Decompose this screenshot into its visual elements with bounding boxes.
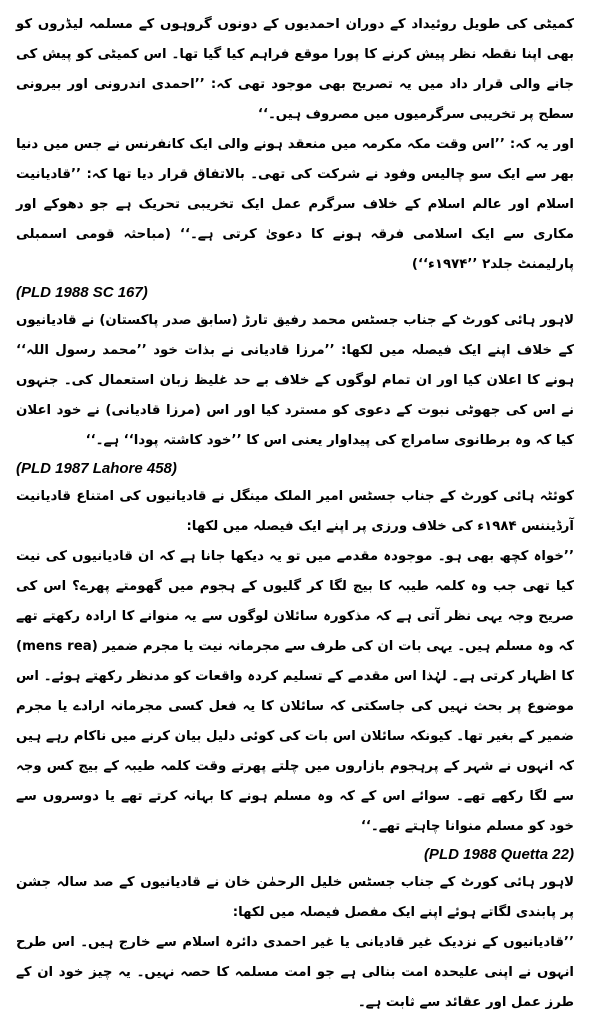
paragraph-separate-ummah: ’’قادیانیوں کے نزدیک غیر قادیانی یا غیر احمدی دائرہ اسلام سے خارج ہیں۔ اس طرح انہوں نے اپنی علیحدہ امت بنالی ہے جو امت مسلمہ کا حصہ نہیں۔ یہ چیز خود ان کے طرز عمل اور عقائد سے ثابت ہے۔ <box>16 935 574 1010</box>
paragraph-justice-tarar: لاہور ہائی کورٹ کے جناب جسٹس محمد رفیق تارڑ (سابق صدر پاکستان) نے قادیانیوں کے خلاف اپنے ایک فیصلہ میں لکھا: ’’مرزا قادیانی نے بذات خود ’’محمد رسول اللہ‘‘ ہونے کا اعلان کیا اور ان تمام لوگوں کے خلاف بے حد غلیظ زبان استعمال کی۔ جنہوں نے اس کی جھوٹی نبوت کے دعوی کو مسترد کیا اور اس (مرزا قادیانی) نے خود اعلان کیا کہ وہ برطانوی سامراج کی پیداوار یعنی اس کا ’’خود کاشتہ پودا‘‘ ہے۔‘‘ <box>16 313 574 448</box>
citation-pld-1988-quetta: (PLD 1988 Quetta 22) <box>423 846 574 863</box>
paragraph-justice-mengal: کوئٹہ ہائی کورٹ کے جناب جسٹس امیر الملک مینگل نے قادیانیوں کی امتناع قادیانیت آرڈیننس ۱۹۸۴ء کی خلاف ورزی پر اپنے ایک فیصلہ میں لکھا: <box>16 489 574 534</box>
paragraph-makkah-conference: اور یہ کہ: ’’اس وقت مکہ مکرمہ میں منعقد ہونے والی ایک کانفرنس نے جس میں دنیا بھر سے ایک سو چالیس وفود نے شرکت کی تھی۔ بالاتفاق قرار دیا تھا کہ: ’’قادیانیت اسلام اور عالم اسلام کے خلاف سرگرم عمل ایک تخریبی تحریک ہے جو دھوکے اور مکاری سے ایک اسلامی فرقہ ہونے کا دعویٰ کرتی ہے۔‘‘ (مباحثہ قومی اسمبلی پارلیمنٹ جلد۲ ’’۱۹۷۴ء‘‘) <box>16 137 574 272</box>
paragraph-quetta-quote: ’’خواہ کچھ بھی ہو۔ موجودہ مقدمے میں تو یہ دیکھا جانا ہے کہ ان قادیانیوں کی نیت کیا تھی جب وہ کلمہ طیبہ کا بیج لگا کر گلیوں کے ہجوم میں گھومتے پھرے؟ اس کی صریح وجہ یہی نظر آتی ہے کہ مذکورہ سائلان لوگوں سے یہ منوانے کا ارادہ رکھتے تھے کہ وہ مسلم ہیں۔ یہی بات ان کی طرف سے مجرمانہ نیت یا مجرم ضمیر (mens rea) کا اظہار کرتی ہے۔ لہٰذا اس مقدمے کے تسلیم کردہ واقعات کو مدنظر رکھتے ہوئے۔ اس موضوع پر بحث نہیں کی جاسکتی کہ سائلان کا یہ فعل کسی مجرمانہ ارادے یا مجرم ضمیر کے بغیر تھا۔ کیونکہ سائلان اس بات کی کوئی دلیل بیان کرنے میں ناکام رہے ہیں کہ انہوں نے شہر کے پرہجوم بازاروں میں چلتے پھرتے وقت کلمہ طیبہ کے بیج کس وجہ سے لگا رکھے تھے۔ سوائے اس کے کہ وہ مسلم ہونے کا بہانہ کرتے تھے یا دوسروں سے خود کو مسلم منوانا چاہتے تھے۔‘‘ <box>16 549 574 834</box>
paragraph-committee: کمیٹی کی طویل روئیداد کے دوران احمدیوں کے دونوں گروہوں کے مسلمہ لیڈروں کو بھی اپنا نقطہ نظر پیش کرنے کا پورا موقع فراہم کیا گیا تھا۔ اس کمیٹی کو پیش کی جانے والی قرار داد میں یہ تصریح بھی موجود تھی کہ: ’’احمدی اندرونی اور بیرونی سطح پر تخریبی سرگرمیوں میں مصروف ہیں۔‘‘ <box>16 17 574 122</box>
citation-pld-1987-lahore: (PLD 1987 Lahore 458) <box>16 460 177 477</box>
citation-pld-1988-sc: (PLD 1988 SC 167) <box>16 284 148 301</box>
paragraph-justice-khalil: لاہور ہائی کورٹ کے جناب جسٹس خلیل الرحمٰن خان نے قادیانیوں کے صد سالہ جشن پر پابندی لگاتے ہوئے اپنے ایک مفصل فیصلہ میں لکھا: <box>16 875 574 920</box>
